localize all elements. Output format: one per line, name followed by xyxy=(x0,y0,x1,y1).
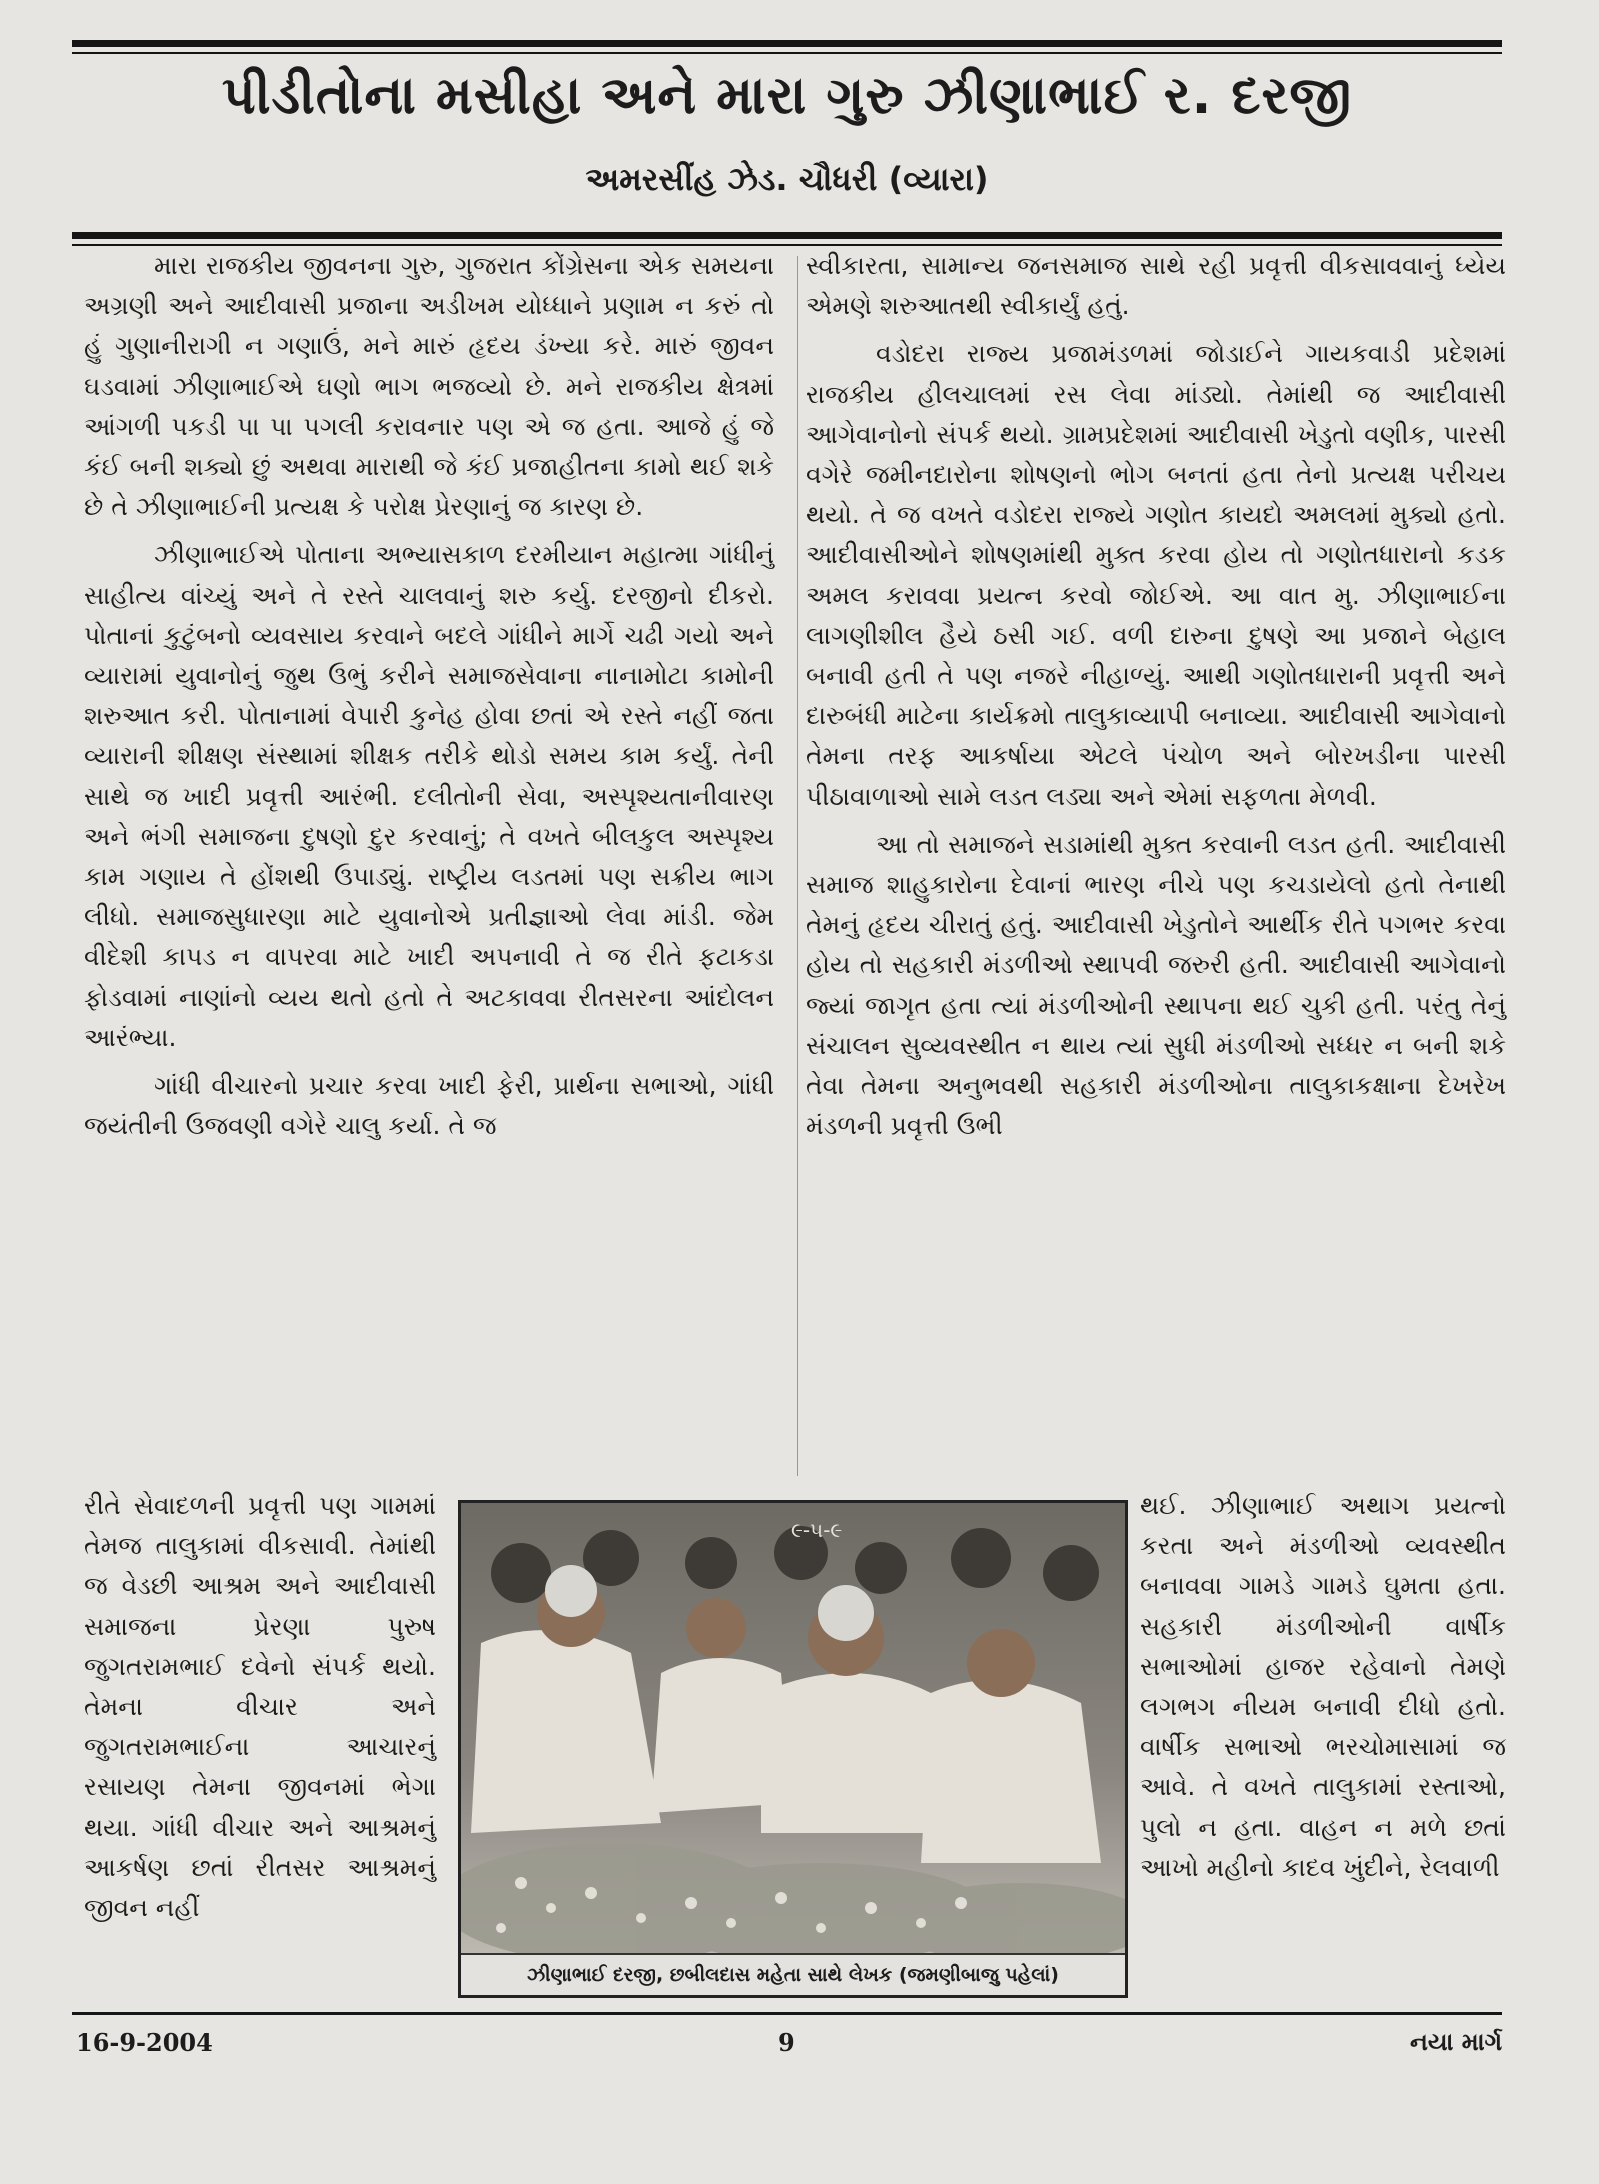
photo-caption: ઝીણાભાઈ દરજી, છબીલદાસ મહેતા સાથે લેખક (જમણીબાજુ પહેલાં) xyxy=(461,1953,1125,1995)
paragraph: ઝીણાભાઈએ પોતાના અભ્યાસકાળ દરમીયાન મહાત્મા ગાંધીનું સાહીત્ય વાંચ્યું અને તે રસ્તે ચાલવાનું શરુ કર્યુ. દરજીનો દીકરો. પોતાનાં કુટુંબનો વ્યવસાય કરવાને બદલે ગાંધીને માર્ગે ચઢી ગયો અને વ્યારામાં યુવાનોનું જુથ ઉભું કરીને સમાજસેવાના નાનામોટા કામોની શરુઆત કરી. પોતાનામાં વેપારી કુનેહ હોવા છતાં એ રસ્તે નહીં જતા વ્યારાની શીક્ષણ સંસ્થામાં શીક્ષક તરીકે થોડો સમય કામ કર્યું. તેની સાથે જ ખાદી પ્રવૃત્તી આરંભી. દલીતોની સેવા, અસ્પૃશ્યતાનીવારણ અને ભંગી સમાજના દુષણો દુર કરવાનું; તે વખતે બીલકુલ અસ્પૃશ્ય કામ ગણાય તે હોંશથી ઉપાડ્યું. રાષ્ટ્રીય લડતમાં પણ સક્રીય ભાગ લીધો. સમાજસુધારણા માટે યુવાનોએ પ્રતીજ્ઞાઓ લેવા માંડી. જેમ વીદેશી કાપડ ન વાપરવા માટે ખાદી અપનાવી તે જ રીતે ફટાકડા ફોડવામાં નાણાંનો વ્યય થતો હતો તે અટકાવવા રીતસરના આંદોલન આરંભ્યા. xyxy=(84,540,774,1052)
right-narrow-column: થઈ. ઝીણાભાઈ અથાગ પ્રયત્નો કરતા અને મંડળીઓ વ્યવસ્થીત બનાવવા ગામડે ગામડે ઘુમતા હતા. સહકારી મંડળીઓની વાર્ષીક સભાઓમાં હાજર રહેવાનો તેમણે લગભગ નીયમ બનાવી દીધો હતો. વાર્ષીક સભાઓ ભરચોમાસામાં જ આવે. તે વખતે તાલુકામાં રસ્તાઓ, પુલો ન હતા. વાહન ન મળે છતાં આખો મહીનો કાદવ ખુંદીને, રેલવાળી xyxy=(1140,1491,1506,1882)
footer-rule xyxy=(72,2012,1502,2015)
left-column xyxy=(84,246,774,1146)
top-rule-thin xyxy=(72,52,1502,54)
paragraph: ગાંધી વીચારનો પ્રચાર કરવા ખાદી ફેરી, પ્રાર્થના સભાઓ, ગાંધી જયંતીની ઉજવણી વગેરે ચાલુ કર્યા. તે જ xyxy=(84,1071,774,1141)
footer-date: 16-9-2004 xyxy=(76,2028,213,2057)
article-title: પીડીતોના મસીહા અને મારા ગુરુ ઝીણાભાઈ ર. દરજી xyxy=(221,66,1353,126)
footer-page-number: 9 xyxy=(778,2028,795,2057)
photo-illustration xyxy=(461,1503,1125,1953)
top-rule-thick xyxy=(72,40,1502,47)
article-author: અમરસીંહ ઝેડ. ચૌધરી (વ્યારા) xyxy=(585,160,989,198)
photo-mark: ૯-૫-૯ xyxy=(791,1518,843,1542)
paragraph: આ તો સમાજને સડામાંથી મુક્ત કરવાની લડત હતી. આદીવાસી સમાજ શાહુકારોના દેવાનાં ભારણ નીચે પણ કચડાયેલો હતો તેનાથી તેમનું હૃદય ચીરાતું હતું. આદીવાસી ખેડુતોને આર્થીક રીતે પગભર કરવા હોય તો સહકારી મંડળીઓ સ્થાપવી જરુરી હતી. આદીવાસી આગેવાનો જ્યાં જાગૃત હતા ત્યાં મંડળીઓની સ્થાપના થઈ ચુકી હતી. પરંતુ તેનું સંચાલન સુવ્યવસ્થીત ન થાય ત્યાં સુધી મંડળીઓ સધ્ધર ન બની શકે તેવા તેમના અનુભવથી સહકારી મંડળીઓના તાલુકાકક્ષાના દેખરેખ મંડળની પ્રવૃત્તી ઉભી xyxy=(806,829,1506,1141)
paragraph: સ્વીકારતા, સામાન્ય જનસમાજ સાથે રહી પ્રવૃત્તી વીકસાવવાનું ધ્યેય એમણે શરુઆતથી સ્વીકાર્યું હતું. xyxy=(806,251,1506,321)
article-photo xyxy=(458,1500,1128,1998)
paragraph: મારા રાજકીય જીવનના ગુરુ, ગુજરાત કોંગ્રેસના એક સમયના અગ્રણી અને આદીવાસી પ્રજાના અડીખમ યોધ્ધાને પ્રણામ ન કરું તો હું ગુણાનીરાગી ન ગણાઉં, મને મારું હૃદય ડંખ્યા કરે. મારું જીવન ઘડવામાં ઝીણાભાઈએ ઘણો ભાગ ભજવ્યો છે. મને રાજકીય ક્ષેત્રમાં આંગળી પકડી પા પા પગલી કરાવનાર પણ એ જ હતા. આજે હું જે કંઈ બની શક્યો છું અથવા મારાથી જે કંઈ પ્રજાહીતના કામો થઈ શકે છે તે ઝીણાભાઈની પ્રત્યક્ષ કે પરોક્ષ પ્રેરણાનું જ કારણ છે. xyxy=(84,251,774,522)
column-divider xyxy=(797,256,798,1476)
footer-publication: નયા માર્ગ xyxy=(1410,2028,1503,2056)
paragraph: વડોદરા રાજ્ય પ્રજામંડળમાં જોડાઈને ગાયકવાડી પ્રદેશમાં રાજકીય હીલચાલમાં રસ લેવા માંડ્યો. તેમાંથી જ આદીવાસી આગેવાનોનો સંપર્ક થયો. ગ્રામપ્રદેશમાં આદીવાસી ખેડુતો વણીક, પારસી વગેરે જમીનદારોના શોષણનો ભોગ બનતાં હતા તેનો પ્રત્યક્ષ પરીચય થયો. તે જ વખતે વડોદરા રાજ્યે ગણોત કાયદો અમલમાં મુક્યો હતો. આદીવાસીઓને શોષણમાંથી મુક્ત કરવા હોય તો ગણોતધારાનો કડક અમલ કરાવવા પ્રયત્ન કરવો જોઈએ. આ વાત મુ. ઝીણાભાઈના લાગણીશીલ હૈયે ઠસી ગઈ. વળી દારુના દુષણે આ પ્રજાને બેહાલ બનાવી હતી તે પણ નજરે નીહાળ્યું. આથી ગણોતધારાની પ્રવૃત્તી અને દારુબંધી માટેના કાર્યક્રમો તાલુકાવ્યાપી બનાવ્યા. આદીવાસી આગેવાનો તેમના તરફ આકર્ષાયા એટલે પંચોળ અને બોરખડીના પારસી પીઠાવાળાઓ સામે લડત લડ્યા અને એમાં સફળતા મેળવી. xyxy=(806,339,1506,811)
header-rule-thick xyxy=(72,232,1502,239)
right-column xyxy=(806,246,1506,1146)
left-narrow-column: રીતે સેવાદળની પ્રવૃત્તી પણ ગામમાં તેમજ તાલુકામાં વીકસાવી. તેમાંથી જ વેડછી આશ્રમ અને આદીવાસી સમાજના પ્રેરણા પુરુષ જુગતરામભાઈ દવેનો સંપર્ક થયો. તેમના વીચાર અને જુગતરામભાઈના આચારનું રસાયણ તેમના જીવનમાં ભેગા થયા. ગાંધી વીચાર અને આશ્રમનું આકર્ષણ છતાં રીતસર આશ્રમનું જીવન નહીં xyxy=(84,1491,436,1923)
